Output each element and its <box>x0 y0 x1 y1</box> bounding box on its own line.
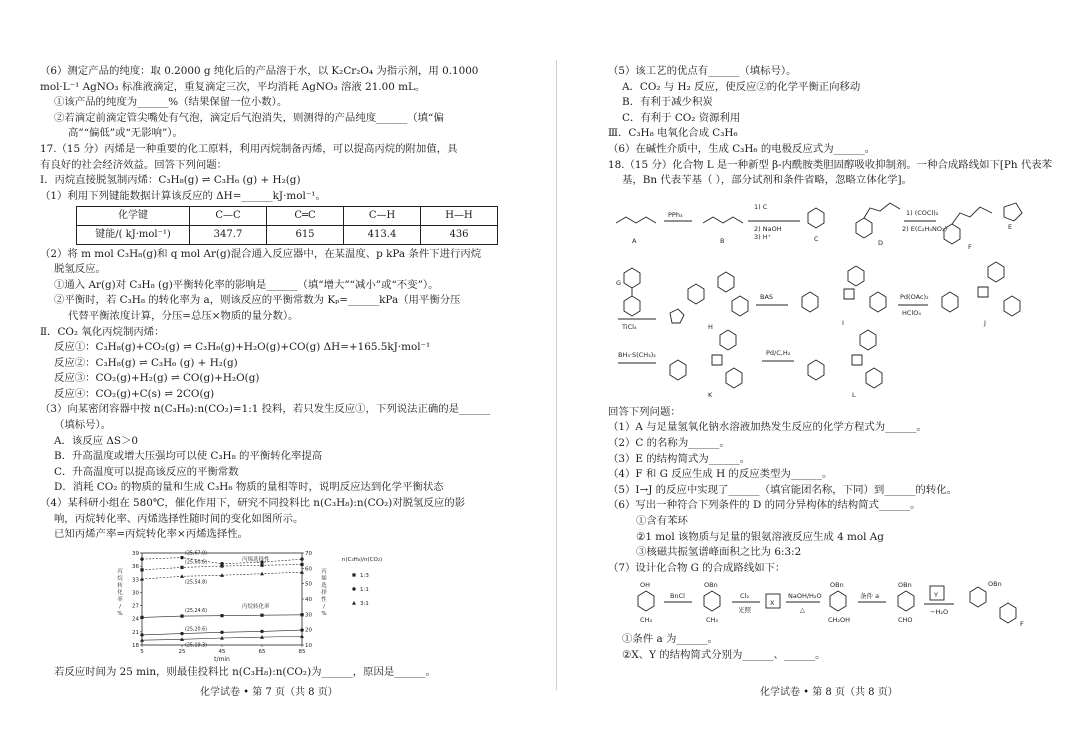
selectivity-point <box>260 572 264 576</box>
molecule-l-ring2 <box>860 330 876 350</box>
y-right-axis-label-char: 丙 <box>321 568 327 575</box>
y-left-axis-label-char: 丙 <box>117 568 123 575</box>
conversion-point <box>180 614 183 617</box>
q17-2-cont: 脱氢反应。 <box>54 263 106 276</box>
reagent-ticl4: TiCl₄ <box>622 322 637 331</box>
molecule-d-chain <box>864 203 900 218</box>
y-left-axis-label-char: % <box>117 610 123 617</box>
q17-4-question: 若反应时间为 25 min，则最佳投料比 n(C₃H₈):n(CO₂)为______，原因是______。 <box>54 665 436 678</box>
data-annotation: (25,20.6) <box>185 627 208 633</box>
label-k: K <box>708 390 713 399</box>
q17-2-sub1: ①通入 Ar(g)对 C₃H₈ (g)平衡转化率的影响是______（填“增大”“减小”或“不变”）。 <box>54 278 439 291</box>
conversion-selectivity-chart <box>80 545 510 663</box>
molecule-j-ring3 <box>1004 296 1020 316</box>
label-b: B <box>720 236 725 245</box>
section-3-heading: Ⅲ．C₃H₈ 电氧化合成 C₃H₆ <box>608 127 738 140</box>
y-left-tick-label: 39 <box>132 550 139 557</box>
data-annotation: (25,24.6) <box>185 608 208 614</box>
molecule-h-ring4 <box>732 296 748 316</box>
conversion-point <box>140 616 143 619</box>
table-cell: 键能/( kJ·mol⁻¹) <box>77 225 190 244</box>
table-cell: 347.7 <box>190 225 267 244</box>
q18-4: （4）F 和 G 反应生成 H 的反应类型为______。 <box>608 468 833 481</box>
table-cell: 化学键 <box>77 207 190 226</box>
q18-3: （3）E 的结构简式为______。 <box>608 452 751 465</box>
reaction-4: 反应④：CO₂(g)+C(s) ⇌ 2CO(g) <box>54 387 215 400</box>
label-l: L <box>852 390 856 399</box>
x-tick-label: 65 <box>258 648 266 655</box>
route-mol-4 <box>898 591 914 611</box>
selectivity-point <box>140 568 143 571</box>
g-synthesis-route <box>608 578 1048 630</box>
route-y: Y <box>934 591 938 600</box>
chart-svg <box>80 545 420 663</box>
selectivity-point <box>180 556 183 559</box>
label-g: G <box>616 278 622 287</box>
table-row <box>77 207 498 226</box>
table-row <box>77 225 498 244</box>
page-divider <box>556 60 557 690</box>
route-x: X <box>770 599 775 608</box>
route-naoh: NaOH/H₂O <box>788 592 822 601</box>
q17-2: （2）将 m mol C₃H₈(g)和 q mol Ar(g)混合通入反应器中，在某温度、p kPa 条件下进行丙烷 <box>40 247 482 260</box>
route-mol-2 <box>704 591 720 611</box>
x-tick-label: 85 <box>298 648 306 655</box>
route-g-ring2 <box>1000 603 1016 623</box>
label-e: E <box>1008 222 1013 231</box>
legend-marker <box>352 573 355 576</box>
route-mol-3 <box>830 591 846 611</box>
group-label-conversion: 丙烷转化率 <box>242 604 270 611</box>
molecule-h-ring1 <box>670 309 684 323</box>
q17-4-given: 已知丙烯产率=丙烷转化率×丙烯选择性。 <box>54 528 249 541</box>
route-obn-3: OBn <box>898 581 912 590</box>
molecule-f-oxazolidinone <box>1004 203 1022 221</box>
y-right-tick-label: 20 <box>305 627 312 634</box>
label-f: F <box>968 242 972 251</box>
molecule-g-ring1 <box>624 268 640 288</box>
q17-2-sub2-cont: 代替平衡浓度计算，分压=总压×物质的量分数）。 <box>68 309 299 322</box>
y-right-tick-label: 40 <box>305 596 312 603</box>
y-left-axis-label-char: 转 <box>117 582 123 589</box>
q17-title-cont: 有良好的社会经济效益。回答下列问题： <box>40 158 228 171</box>
conversion-point <box>300 613 303 616</box>
y-left-tick-label: 33 <box>132 577 139 584</box>
molecule-l-lactam <box>852 355 862 365</box>
q18-7-sub2: ②X、Y 的结构简式分别为______、______。 <box>622 648 826 661</box>
conversion-point <box>180 632 183 635</box>
molecule-i-lactam <box>844 289 854 299</box>
y-left-tick-label: 21 <box>132 629 139 636</box>
conversion-point <box>260 613 263 616</box>
option-d: D．消耗 CO₂ 的物质的量和生成 C₃H₆ 物质的量相等时，说明反应达到化学平衡状态 <box>54 481 444 494</box>
route-g-ring1 <box>970 587 986 607</box>
legend-marker <box>352 587 355 590</box>
reagent-pdoac: Pd(OAc)₂ <box>900 292 929 301</box>
y-right-tick-label: 10 <box>305 642 312 649</box>
selectivity-point <box>180 566 183 569</box>
route-obn-4: OBn <box>988 580 1002 589</box>
q17-5-b: B．有利于减少积炭 <box>622 96 713 109</box>
molecule-l-ring1 <box>808 360 824 380</box>
footer-page-8: 化学试卷 • 第 8 页（共 8 页） <box>760 687 898 698</box>
route-ch3-2: CH₃ <box>706 616 719 625</box>
y-left-tick-label: 18 <box>132 642 139 649</box>
reagent-h: 3) H⁺ <box>754 232 772 241</box>
y-left-axis-label-char: 率 <box>117 596 123 603</box>
y-right-tick-label: 70 <box>305 550 312 557</box>
route-ch2oh: CH₂OH <box>828 616 851 625</box>
footer-page-7: 化学试卷 • 第 7 页（共 8 页） <box>200 687 338 698</box>
table-cell: C═C <box>267 207 344 226</box>
section-1-heading: Ⅰ．丙烷直接脱氢制丙烯：C₃H₈(g) ⇌ C₃H₆ (g) + H₂(g) <box>40 174 301 187</box>
reaction-1: 反应①：C₃H₈(g)+CO₂(g) ⇌ C₃H₆(g)+H₂O(g)+CO(g) ΔH=+165.5kJ·mol⁻¹ <box>54 341 431 354</box>
route-ch3-1: CH₃ <box>640 616 653 625</box>
y-right-axis-label-char: 烯 <box>321 575 327 582</box>
reagent-bas: BAS <box>760 292 774 301</box>
q18-title-cont <box>608 173 1048 189</box>
molecule-l-ring3 <box>866 368 882 388</box>
route-oh: OH <box>640 581 651 590</box>
molecule-c <box>808 208 824 228</box>
q17-3-cont: （填标号）。 <box>54 419 112 432</box>
y-left-tick-label: 24 <box>132 616 139 623</box>
label-a: A <box>632 236 637 245</box>
y-left-tick-label: 30 <box>132 590 139 597</box>
g-route-svg <box>608 578 1048 630</box>
q16-6-sub1: ①该产品的纯度为______%（结果保留一位小数）。 <box>54 96 288 109</box>
molecule-k-ring1 <box>670 360 686 380</box>
reagent-hclo4: HClO₄ <box>902 308 921 317</box>
route-obn-2: OBn <box>830 581 844 590</box>
q18-7-sub1: ①条件 a 为______。 <box>622 633 718 646</box>
q16-6-sub2: ②若滴定前滴定管尖嘴处有气泡，滴定后气泡消失，则测得的产品纯度______（填“偏 <box>54 111 444 124</box>
synthesis-scheme-svg <box>608 193 1048 401</box>
q17-3: （3）向某密闭容器中按 n(C₃H₈):n(CO₂)=1:1 投料，若只发生反应①，下列说法正确的是______ <box>40 403 491 416</box>
conversion-point <box>220 614 223 617</box>
molecule-i-ring1 <box>802 292 818 312</box>
q18-6: （6）写出一种符合下列条件的 D 的同分异构体的结构简式______。 <box>608 499 921 512</box>
reagent-bh3: BH₃·S(CH₃)₂ <box>618 350 656 359</box>
reaction-3: 反应③：CO₂(g)+H₂(g) ⇌ CO(g)+H₂O(g) <box>54 372 260 385</box>
conversion-point <box>140 633 143 636</box>
option-c: C．升高温度可以提高该反应的平衡常数 <box>54 465 239 478</box>
q18-6-cond1: ①含有苯环 <box>636 514 688 527</box>
y-right-tick-label: 30 <box>305 612 312 619</box>
molecule-a <box>616 217 656 223</box>
y-right-tick-label: 60 <box>305 566 312 573</box>
label-i: I <box>842 318 844 327</box>
y-right-axis-label-char: 择 <box>321 589 327 596</box>
molecule-h-ring2 <box>688 284 704 304</box>
route-cl2: Cl₂ <box>740 592 749 601</box>
route-cho: CHO <box>898 616 913 625</box>
q16-6-sub2-cont: 高”“偏低”或“无影响”）。 <box>68 127 183 140</box>
q18-5: （5）I→J 的反应中实现了______（填官能团名称，下同）到______的转化。 <box>608 483 957 496</box>
selectivity-point <box>220 562 223 565</box>
reagent-e: 2) E(C₂H₅NO₂) <box>902 224 948 233</box>
route-mol-1 <box>638 591 654 611</box>
molecule-k-ring2 <box>720 330 736 350</box>
y-left-tick-label: 27 <box>132 603 139 610</box>
route-light: 光照 <box>738 606 751 615</box>
data-annotation: (25,54.8) <box>185 580 208 586</box>
route-obn-1: OBn <box>704 581 718 590</box>
molecule-j-lactam <box>978 287 988 297</box>
conversion-point <box>300 628 303 631</box>
route-bncl: BnCl <box>670 592 685 601</box>
x-tick-label: 5 <box>140 648 144 655</box>
q17-6: （6）在碱性介质中，生成 C₃H₆ 的电极反应式为______。 <box>608 142 876 155</box>
q17-4: （4）某科研小组在 580℃，催化作用下，研究不同投料比 n(C₃H₈):n(CO₂)对脱氢反应的影 <box>40 497 466 510</box>
table-cell: C—C <box>190 207 267 226</box>
q17-5: （5）该工艺的优点有______（填标号）。 <box>608 65 797 77</box>
q18-title: 18.（15 分）化合物 L 是一种新型 β-内酰胺类胆固醇吸收抑制剂。一种合成路线如下[Ph 代表苯 <box>608 158 1053 171</box>
molecule-i-ring2 <box>848 266 864 286</box>
legend-label: 1:1 <box>360 586 369 593</box>
x-tick-label: 45 <box>218 648 226 655</box>
conversion-point <box>260 630 263 633</box>
page-7 <box>40 64 510 680</box>
data-annotation: (25,19.3) <box>185 643 208 649</box>
reagent-naoh: 2) NaOH <box>754 224 782 233</box>
y-right-axis-label-char: % <box>321 610 327 617</box>
reagent-pph3: PPh₃ <box>668 210 683 219</box>
reagent-cocl2: 1) (COCl)₂ <box>906 208 939 217</box>
legend-label: 1:3 <box>360 572 369 579</box>
molecule-i-ring3 <box>870 292 886 312</box>
selectivity-point <box>300 563 303 566</box>
section-2-heading: Ⅱ．CO₂ 氧化丙烷制丙烯： <box>40 325 165 338</box>
option-b: B．升高温度或增大压强均可以使 C₃H₈ 的平衡转化率提高 <box>54 450 323 463</box>
x-tick-label: 25 <box>178 648 186 655</box>
label-h: H <box>708 322 713 331</box>
reaction-2: 反应②：C₃H₈(g) ⇌ C₃H₆ (g) + H₂(g) <box>54 356 238 369</box>
molecule-h-ring3 <box>718 272 734 292</box>
conversion-point <box>220 630 223 633</box>
table-cell: 436 <box>421 225 498 244</box>
page-8 <box>608 64 1053 663</box>
molecule-b <box>703 217 743 223</box>
route-minus-water: −H₂O <box>930 608 949 617</box>
q17-4-cont: 响，丙烷转化率、丙烯选择性随时间的变化如图所示。 <box>54 512 304 525</box>
x-axis-label: t/min <box>214 655 230 663</box>
q18-2: （2）C 的名称为______。 <box>608 436 730 449</box>
y-right-tick-label: 50 <box>305 581 312 588</box>
answer-heading: 回答下列问题： <box>608 405 681 418</box>
q17-1: （1）利用下列键能数据计算该反应的 ΔH=______kJ·mol⁻¹。 <box>40 189 326 202</box>
selectivity-point <box>140 557 143 560</box>
route-condition-a: 条件 a <box>860 592 880 601</box>
table-cell: 615 <box>267 225 344 244</box>
q17-5-c: C．有利于 CO₂ 资源利用 <box>622 111 741 124</box>
y-left-axis-label-char: 烷 <box>117 575 123 582</box>
q16-6-line1: （6）测定产品的纯度：取 0.2000 g 纯化后的产品溶于水，以 K₂Cr₂O₄ 为指示剂，用 0.1000 <box>40 65 479 77</box>
selectivity-point <box>300 557 303 560</box>
q17-5-a: A．CO₂ 与 H₂ 反应，使反应②的化学平衡正向移动 <box>622 80 861 93</box>
reagent-c: 1) C <box>754 202 768 211</box>
q18-7: （7）设计化合物 G 的合成路线如下： <box>608 561 786 574</box>
bond-energy-table <box>76 206 498 244</box>
table-cell: C—H <box>344 207 421 226</box>
y-right-axis-label-char: 性 <box>321 596 327 603</box>
molecule-k-ring3 <box>726 368 742 388</box>
q16-6-line2: mol·L⁻¹ AgNO₃ 标准液滴定，重复滴定三次，平均消耗 AgNO₃ 溶液 21.00 mL。 <box>40 80 426 93</box>
y-left-tick-label: 36 <box>132 563 139 570</box>
q18-title-cont-text: 基，Bn 代表苄基（ ），部分试剂和条件省略，忽略立体化学]。 <box>622 174 912 187</box>
data-annotation: (25,60.6) <box>185 560 208 566</box>
q17-title: 17.（15 分）丙烯是一种重要的化工原料，利用丙烷制备丙烯，可以提高丙烷的附加值，具 <box>40 142 458 155</box>
label-j: J <box>984 318 986 327</box>
table-cell: H—H <box>421 207 498 226</box>
y-right-axis-label-char: 选 <box>321 582 327 589</box>
y-left-axis-label-char: / <box>119 603 121 610</box>
selectivity-point <box>260 563 263 566</box>
route-f: F <box>1020 620 1024 629</box>
legend-label: 3:1 <box>360 600 369 607</box>
label-d: D <box>878 238 884 247</box>
q17-2-sub2: ②平衡时，若 C₃H₈ 的转化率为 a，则该反应的平衡常数为 Kₚ=______kPa（用平衡分压 <box>54 294 461 307</box>
legend-title: n(C₃H₈)/n(CO₂) <box>342 556 383 563</box>
molecule-k-lactam <box>712 355 722 365</box>
data-annotation: (25,67.0) <box>185 551 208 557</box>
molecule-d-ring <box>856 218 872 238</box>
table-cell: 413.4 <box>344 225 421 244</box>
label-c: C <box>814 234 819 243</box>
synthesis-scheme <box>608 193 1048 401</box>
group-label-selectivity: 丙烯选择性 <box>242 556 270 563</box>
molecule-f-chain <box>952 207 992 224</box>
molecule-j-ring1 <box>942 292 958 312</box>
legend-marker <box>352 601 356 605</box>
route-heat: △ <box>800 606 805 615</box>
y-right-axis-label-char: / <box>323 603 325 610</box>
q18-6-cond3: ③核磁共振氢谱峰面积之比为 6:3:2 <box>636 546 802 559</box>
molecule-g-ring2 <box>624 296 640 316</box>
q18-6-cond2: ②1 mol 该物质与足量的银氨溶液反应生成 4 mol Ag <box>636 530 884 543</box>
reagent-pdc: Pd/C,H₂ <box>766 348 791 357</box>
molecule-j-ring2 <box>988 262 1004 282</box>
q18-1: （1）A 与足量氢氧化钠水溶液加热发生反应的化学方程式为______。 <box>608 421 927 434</box>
option-a: A．该反应 ΔS＞0 <box>54 434 138 447</box>
y-left-axis-label-char: 化 <box>117 589 123 596</box>
